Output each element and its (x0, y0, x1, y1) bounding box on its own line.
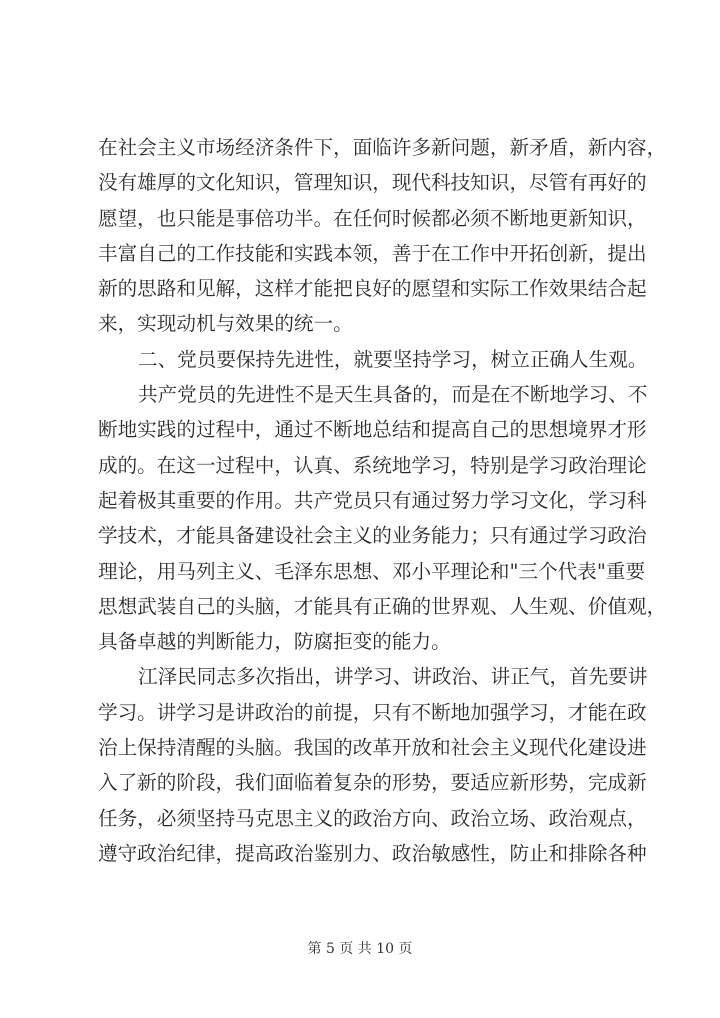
text-line: 治上保持清醒的头脑。我国的改革开放和社会主义现代化建设进 (98, 736, 647, 760)
text-line: 在社会主义市场经济条件下，面临许多新问题，新矛盾，新内容， (98, 136, 667, 159)
section-heading: 二、党员要保持先进性，就要坚持学习，树立正确人生观。 (138, 347, 648, 371)
text-line: 遵守政治纪律，提高政治鉴别力、政治敏感性，防止和排除各种 (98, 841, 647, 865)
text-line: 具备卓越的判断能力，防腐拒变的能力。 (98, 630, 451, 654)
text-line: 任务，必须坚持马克思主义的政治方向、政治立场、政治观点， (98, 806, 647, 830)
page-number-footer: 第 5 页 共 10 页 (307, 941, 413, 957)
body-text (98, 130, 667, 871)
text-line: 理论，用马列主义、毛泽东思想、邓小平理论和"三个代表"重要 (98, 559, 646, 583)
text-line: 没有雄厚的文化知识，管理知识，现代科技知识，尽管有再好的 (98, 171, 647, 195)
text-line: 学技术，才能具备建设社会主义的业务能力；只有通过学习政治 (98, 524, 647, 548)
text-line: 丰富自己的工作技能和实践本领，善于在工作中开拓创新，提出 (98, 241, 647, 265)
text-line: 入了新的阶段，我们面临着复杂的形势，要适应新形势，完成新 (98, 771, 647, 795)
text-line: 愿望，也只能是事倍功半。在任何时候都必须不断地更新知识， (98, 206, 647, 230)
text-line: 共产党员的先进性不是天生具备的，而是在不断地学习、不 (138, 383, 648, 407)
text-line: 学习。讲学习是讲政治的前提，只有不断地加强学习，才能在政 (98, 700, 647, 724)
text-line: 来，实现动机与效果的统一。 (98, 312, 353, 336)
text-line: 新的思路和见解，这样才能把良好的愿望和实际工作效果结合起 (98, 277, 647, 301)
text-line: 思想武装自己的头脑，才能具有正确的世界观、人生观、价值观， (98, 594, 667, 618)
text-line: 江泽民同志多次指出，讲学习、讲政治、讲正气，首先要讲 (138, 665, 648, 689)
text-line: 断地实践的过程中，通过不断地总结和提高自己的思想境界才形 (98, 418, 647, 442)
text-line: 成的。在这一过程中，认真、系统地学习，特别是学习政治理论 (98, 453, 647, 477)
text-line: 起着极其重要的作用。共产党员只有通过努力学习文化，学习科 (98, 488, 647, 512)
